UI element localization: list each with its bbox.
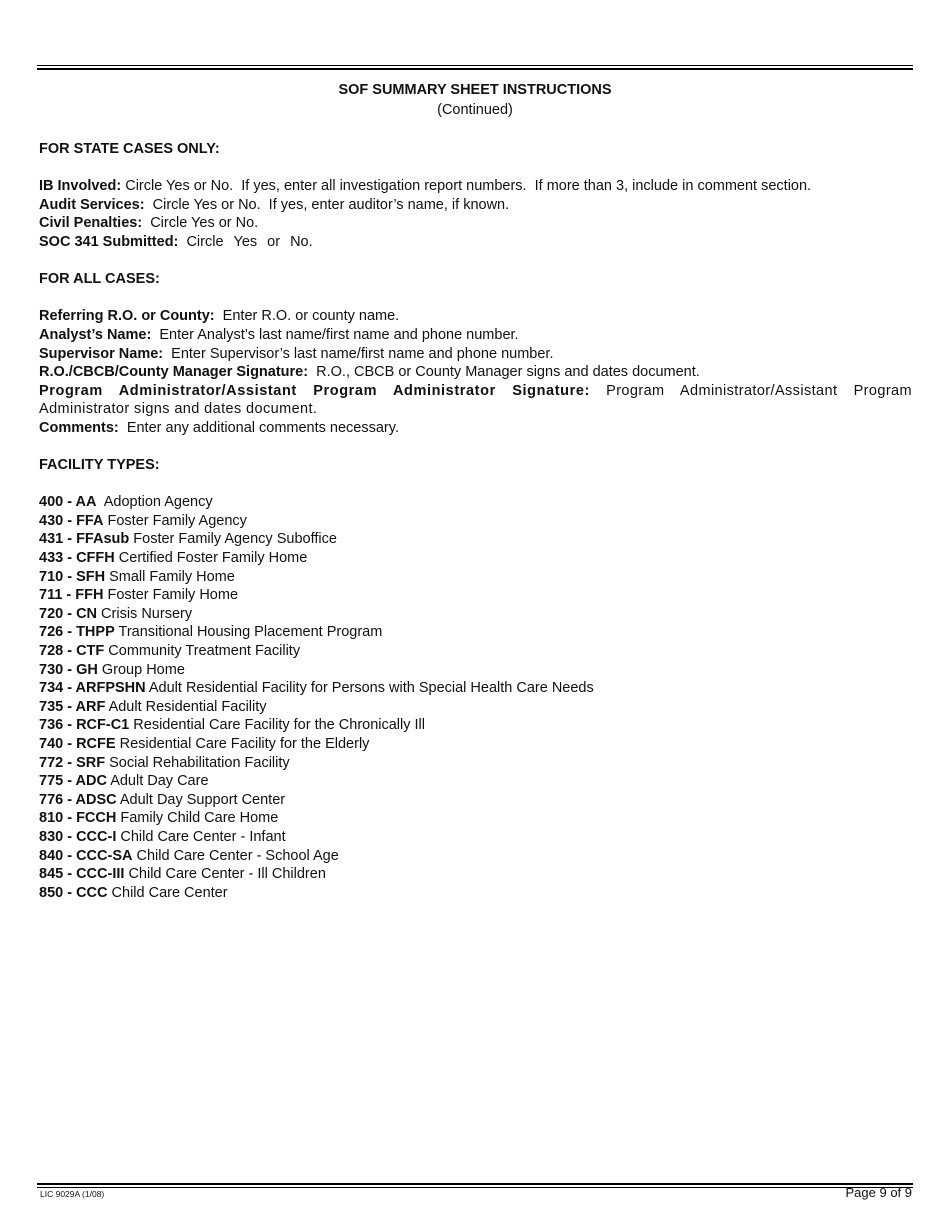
item-label: Analyst’s Name: bbox=[39, 326, 152, 343]
facility-code: 830 - CCC-I bbox=[39, 828, 117, 845]
facility-desc: Social Rehabilitation Facility bbox=[105, 754, 290, 771]
page-subtitle: (Continued) bbox=[437, 102, 513, 118]
facility-desc: Child Care Center - Infant bbox=[116, 828, 286, 845]
item-label: Audit Services: bbox=[39, 196, 145, 213]
facility-type-item bbox=[39, 735, 912, 754]
facility-type-item bbox=[39, 679, 912, 698]
facility-code: 810 - FCCH bbox=[39, 810, 117, 827]
facility-desc: Transitional Housing Placement Program bbox=[114, 624, 383, 641]
facility-type-item bbox=[39, 568, 912, 587]
facility-type-item bbox=[39, 623, 912, 642]
facility-type-item bbox=[39, 512, 912, 531]
item-text: Program Administrator/Assistant Program Administrator signs and dates document. bbox=[39, 382, 912, 418]
facility-types-list bbox=[39, 493, 912, 902]
item-text: Enter Analyst’s last name/first name and phone number. bbox=[151, 326, 519, 343]
analyst-name-line bbox=[39, 326, 912, 345]
facility-code: 735 - ARF bbox=[39, 698, 106, 715]
facility-type-item bbox=[39, 698, 912, 717]
top-rule-thin bbox=[37, 65, 913, 66]
item-text: Enter Supervisor’s last name/first name and phone number. bbox=[163, 345, 554, 362]
facility-type-item bbox=[39, 847, 912, 866]
facility-type-item bbox=[39, 493, 912, 512]
item-label: Civil Penalties: bbox=[39, 215, 143, 232]
referring-ro-line bbox=[39, 307, 912, 326]
facility-code: 430 - FFA bbox=[39, 512, 104, 529]
facility-code: 433 - CFFH bbox=[39, 550, 115, 567]
item-label: Supervisor Name: bbox=[39, 345, 164, 362]
supervisor-name-line bbox=[39, 345, 912, 364]
facility-type-item bbox=[39, 809, 912, 828]
soc-no-option: No. bbox=[290, 233, 313, 250]
facility-desc: Family Child Care Home bbox=[116, 810, 279, 827]
facility-desc: Child Care Center bbox=[107, 884, 228, 901]
item-label: Comments: bbox=[39, 419, 119, 436]
state-cases-heading: FOR STATE CASES ONLY: bbox=[39, 141, 220, 157]
facility-type-item bbox=[39, 884, 912, 903]
page-title: SOF SUMMARY SHEET INSTRUCTIONS bbox=[338, 82, 612, 98]
facility-code: 775 - ADC bbox=[39, 773, 107, 790]
facility-desc: Certified Foster Family Home bbox=[114, 550, 308, 567]
item-label: SOC 341 Submitted: bbox=[39, 233, 179, 250]
facility-type-item bbox=[39, 772, 912, 791]
program-admin-signature-line bbox=[39, 382, 912, 419]
item-text: R.O., CBCB or County Manager signs and dates document. bbox=[308, 364, 700, 381]
facility-type-item bbox=[39, 530, 912, 549]
soc-circle-text: Circle bbox=[186, 233, 224, 250]
document-body bbox=[39, 140, 912, 902]
soc-yes-option: Yes bbox=[233, 233, 258, 250]
facility-code: 720 - CN bbox=[39, 605, 98, 622]
form-number: LIC 9029A (1/08) bbox=[40, 1189, 105, 1199]
facility-desc: Adult Day Support Center bbox=[116, 791, 286, 808]
facility-type-item bbox=[39, 754, 912, 773]
facility-code: 400 - AA bbox=[39, 494, 97, 511]
facility-desc: Foster Family Agency bbox=[103, 512, 247, 529]
facility-type-item bbox=[39, 661, 912, 680]
facility-desc: Community Treatment Facility bbox=[104, 643, 301, 660]
ib-involved-line bbox=[39, 177, 912, 196]
bottom-rule-thick bbox=[37, 1183, 913, 1185]
item-label: Referring R.O. or County: bbox=[39, 308, 215, 325]
facility-desc: Small Family Home bbox=[105, 568, 235, 585]
facility-type-item bbox=[39, 828, 912, 847]
facility-desc: Adult Residential Facility bbox=[105, 698, 267, 715]
facility-code: 710 - SFH bbox=[39, 568, 106, 585]
facility-code: 728 - CTF bbox=[39, 643, 105, 660]
soc-341-line bbox=[39, 233, 912, 252]
item-text: Circle Yes or No. bbox=[142, 215, 259, 232]
item-text: Circle Yes or No. If yes, enter auditor’s name, if known. bbox=[144, 196, 510, 213]
page-number: Page 9 of 9 bbox=[845, 1185, 912, 1200]
facility-types-heading: FACILITY TYPES: bbox=[39, 457, 160, 474]
item-label: Program Administrator/Assistant Program Administrator Signature: bbox=[39, 382, 590, 399]
facility-code: 726 - THPP bbox=[39, 624, 115, 641]
facility-code: 730 - GH bbox=[39, 661, 98, 678]
facility-type-item bbox=[39, 791, 912, 810]
facility-desc: Foster Family Agency Suboffice bbox=[129, 531, 337, 548]
manager-signature-line bbox=[39, 363, 912, 382]
facility-desc: Adult Day Care bbox=[106, 773, 209, 790]
item-text: Circle Yes or No. If yes, enter all investigation report numbers. If more than 3, include in comment section. bbox=[121, 178, 812, 195]
facility-type-item bbox=[39, 605, 912, 624]
facility-desc: Residential Care Facility for the Chronically Ill bbox=[129, 717, 425, 734]
comments-line bbox=[39, 419, 912, 438]
facility-desc: Child Care Center - Ill Children bbox=[124, 866, 326, 883]
facility-code: 840 - CCC-SA bbox=[39, 847, 133, 864]
facility-code: 736 - RCF-C1 bbox=[39, 717, 130, 734]
facility-code: 776 - ADSC bbox=[39, 791, 117, 808]
facility-code: 772 - SRF bbox=[39, 754, 106, 771]
facility-type-item bbox=[39, 549, 912, 568]
facility-desc: Residential Care Facility for the Elderly bbox=[115, 736, 370, 752]
facility-type-item bbox=[39, 716, 912, 735]
facility-desc: Child Care Center - School Age bbox=[132, 847, 339, 864]
facility-code: 845 - CCC-III bbox=[39, 866, 125, 883]
facility-desc: Adoption Agency bbox=[96, 494, 213, 511]
facility-type-item bbox=[39, 865, 912, 884]
top-rule-thick bbox=[37, 68, 913, 70]
facility-desc: Group Home bbox=[97, 661, 185, 678]
facility-code: 711 - FFH bbox=[39, 587, 104, 604]
audit-services-line bbox=[39, 196, 912, 215]
facility-code: 431 - FFAsub bbox=[39, 531, 130, 548]
facility-code: 850 - CCC bbox=[39, 884, 108, 901]
item-label: R.O./CBCB/County Manager Signature: bbox=[39, 364, 309, 381]
facility-desc: Foster Family Home bbox=[103, 587, 239, 604]
facility-desc: Crisis Nursery bbox=[97, 605, 193, 622]
civil-penalties-line bbox=[39, 214, 912, 233]
bottom-rule-thin bbox=[37, 1187, 913, 1188]
facility-desc: Adult Residential Facility for Persons with Special Health Care Needs bbox=[145, 680, 594, 697]
soc-or-text: or bbox=[267, 233, 281, 250]
all-cases-heading: FOR ALL CASES: bbox=[39, 271, 160, 288]
facility-type-item bbox=[39, 642, 912, 661]
facility-code: 734 - ARFPSHN bbox=[39, 680, 146, 697]
facility-type-item bbox=[39, 586, 912, 605]
item-text: Enter R.O. or county name. bbox=[214, 308, 400, 325]
facility-code: 740 - RCFE bbox=[39, 736, 116, 752]
item-label: IB Involved: bbox=[39, 178, 122, 195]
item-text: Enter any additional comments necessary. bbox=[118, 419, 399, 436]
